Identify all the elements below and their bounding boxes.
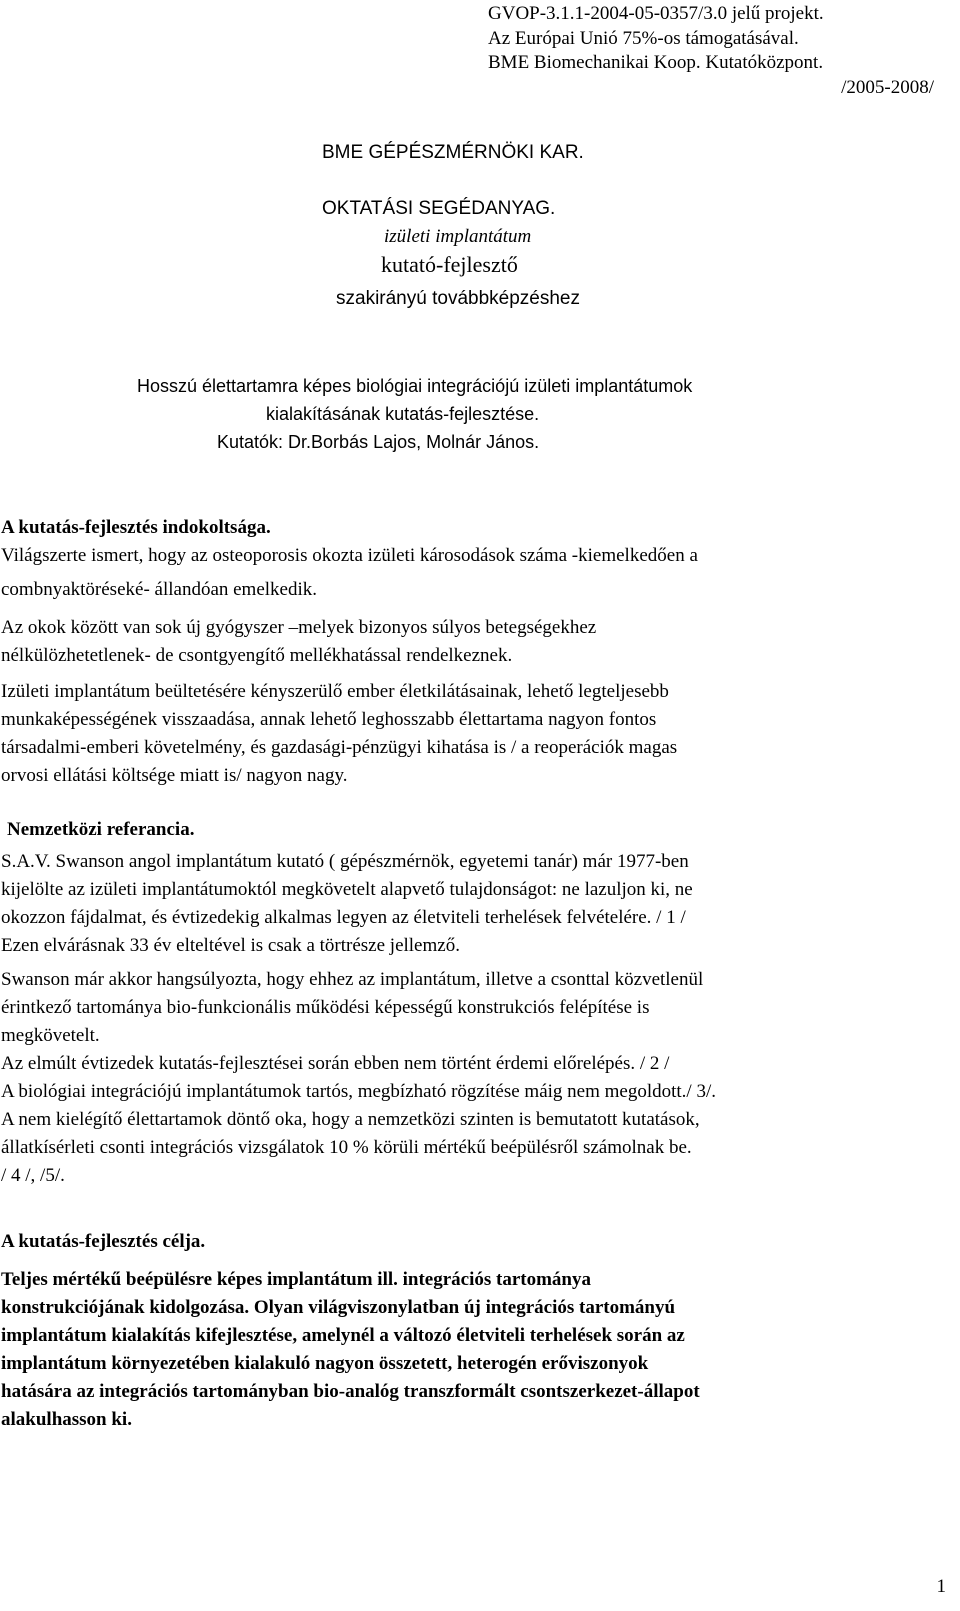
paragraph-line: Az okok között van sok új gyógyszer –melyek bizonyos súlyos betegségekhez (1, 617, 597, 638)
topic-italic: izületi implantátum (384, 226, 532, 247)
project-header (488, 2, 948, 100)
paragraph-line: okozzon fájdalmat, és évtizedekig alkalmas legyen az életviteli terhelések felvételére. / 1 / (1, 907, 686, 928)
paragraph-line: Swanson már akkor hangsúlyozta, hogy ehhez az implantátum, illetve a csonttal közvetlenül (1, 969, 704, 990)
period-line: /2005-2008/ (841, 76, 934, 98)
section-goal (1, 1228, 941, 1434)
funding-line: Az Európai Unió 75%-os támogatásával. (488, 27, 799, 49)
researchers-line: Kutatók: Dr.Borbás Lajos, Molnár János. (217, 432, 540, 452)
paragraph-line: S.A.V. Swanson angol implantátum kutató ( gépészmérnök, egyetemi tanár) már 1977-ben (1, 851, 689, 872)
page-number: 1 (936, 1576, 946, 1597)
section-heading: Nemzetközi referancia. (7, 819, 195, 840)
topic-subtitle: szakirányú továbbképzéshez (336, 288, 580, 309)
paragraph-line: munkaképességének visszaadása, annak lehető leghosszabb élettartama nagyon fontos (1, 709, 657, 730)
paragraph-line: társadalmi-emberi követelmény, és gazdasági-pénzügyi kihatása is / a reoperációk magas (1, 737, 678, 758)
topic-title: kutató-fejlesztő (381, 252, 518, 277)
paragraph-line: hatására az integrációs tartományban bio-analóg transzformált csontszerkezet-állapot (1, 1381, 700, 1402)
center-line: BME Biomechanikai Koop. Kutatóközpont. (488, 52, 824, 73)
paragraph-line: Ezen elvárásnak 33 év elteltével is csak a törtrésze jellemző. (1, 935, 460, 956)
paragraph-line: állatkísérleti csonti integrációs vizsgálatok 10 % körüli mértékű beépülésről számolnak be. (1, 1137, 692, 1158)
paragraph-line: kijelölte az izületi implantátumoktól megkövetelt alapvető tulajdonságot: ne lazuljon ki, ne (1, 879, 693, 900)
paragraph-line: A nem kielégítő élettartamok döntő oka, hogy a nemzetközi szinten is bemutatott kutatások, (1, 1109, 700, 1130)
paragraph-line: Az elmúlt évtizedek kutatás-fejlesztései során ebben nem történt érdemi előrelépés. / 2 / (1, 1053, 670, 1074)
paragraph-line: Teljes mértékű beépülésre képes implantátum ill. integrációs tartománya (1, 1269, 592, 1290)
paragraph-line: implantátum környezetében kialakuló nagyon összetett, heterogén erőviszonyok (1, 1353, 649, 1374)
paragraph-line: konstrukciójának kidolgozása. Olyan világviszonylatban új integrációs tartományú (1, 1297, 676, 1318)
paragraph-line: megkövetelt. (1, 1025, 100, 1046)
paragraph-line: A biológiai integrációjú implantátumok tartós, megbízható rögzítése máig nem megoldott./ 3/. (1, 1081, 716, 1102)
section-international-reference (1, 816, 941, 1190)
section-heading: A kutatás-fejlesztés indokoltsága. (1, 517, 271, 538)
paragraph-line: Világszerte ismert, hogy az osteoporosis okozta izületi károsodások száma -kiemelkedően a (1, 545, 698, 566)
project-id-line: GVOP-3.1.1-2004-05-0357/3.0 jelű projekt. (488, 3, 824, 24)
project-title-line-2: kialakításának kutatás-fejlesztése. (266, 404, 540, 424)
faculty-title: BME GÉPÉSZMÉRNÖKI KAR. (322, 142, 584, 163)
paragraph-line: nélkülözhetetlenek- de csontgyengítő mellékhatással rendelkeznek. (1, 645, 513, 666)
section-justification (1, 514, 941, 790)
paragraph-line: orvosi ellátási költsége miatt is/ nagyon nagy. (1, 765, 348, 786)
paragraph-line: implantátum kialakítás kifejlesztése, amelynél a változó életviteli terhelések során az (1, 1325, 685, 1346)
paragraph-line: alakulhasson ki. (1, 1409, 132, 1430)
paragraph-line: / 4 /, /5/. (1, 1165, 65, 1186)
section-heading: A kutatás-fejlesztés célja. (1, 1231, 206, 1252)
project-title-line-1: Hosszú élettartamra képes biológiai integrációjú izületi implantátumok (137, 376, 693, 396)
paragraph-line: érintkező tartománya bio-funkcionális működési képességű konstrukciós felépítése is (1, 997, 650, 1018)
document-type: OKTATÁSI SEGÉDANYAG. (322, 198, 556, 219)
paragraph-line: Izületi implantátum beültetésére kényszerülő ember életkilátásainak, lehető legteljesebb (1, 681, 669, 702)
paragraph-line: combnyaktöréseké- állandóan emelkedik. (1, 579, 318, 600)
